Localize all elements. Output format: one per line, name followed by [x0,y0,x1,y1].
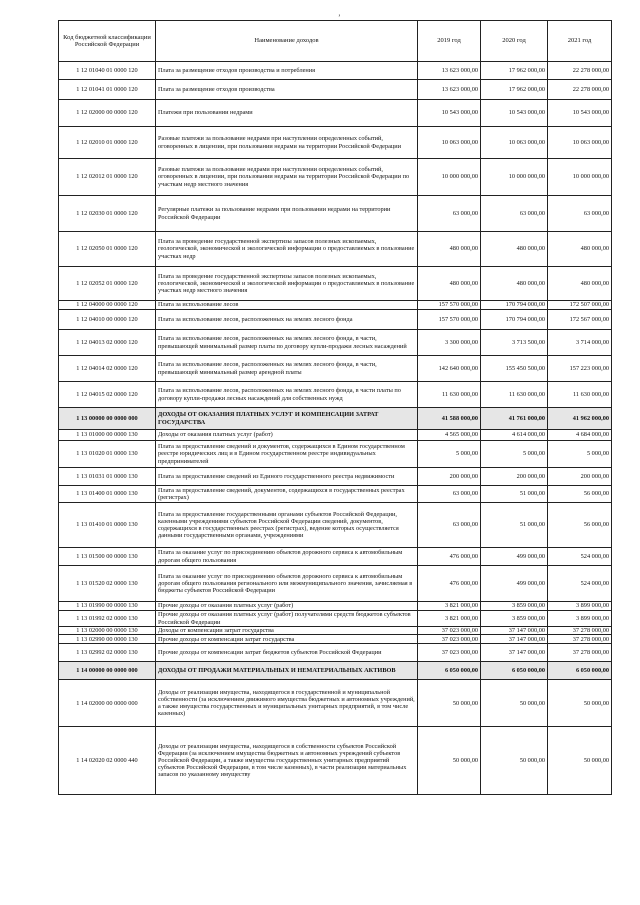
cell-2021: 50 000,00 [548,727,612,795]
cell-2020: 480 000,00 [481,267,548,301]
cell-code: 1 13 01400 01 0000 130 [59,486,156,503]
cell-2019: 476 000,00 [418,566,481,602]
table-row [59,301,612,310]
cell-2020: 4 614 000,00 [481,430,548,441]
header-name: Наименование доходов [156,21,418,62]
cell-2020: 41 761 000,00 [481,408,548,430]
table-row [59,232,612,267]
cell-name: ДОХОДЫ ОТ ОКАЗАНИЯ ПЛАТНЫХ УСЛУГ И КОМПЕНСАЦИИ ЗАТРАТ ГОСУДАРСТВА [156,408,418,430]
cell-2019: 200 000,00 [418,468,481,486]
cell-2021: 6 050 000,00 [548,662,612,680]
cell-2019: 476 000,00 [418,548,481,566]
cell-2020: 10 543 000,00 [481,100,548,127]
cell-2019: 3 300 000,00 [418,330,481,356]
cell-code: 1 12 02010 01 0000 120 [59,127,156,159]
cell-2019: 10 000 000,00 [418,159,481,196]
table-row [59,267,612,301]
cell-code: 1 13 01031 01 0000 130 [59,468,156,486]
cell-code: 1 12 04010 00 0000 120 [59,310,156,330]
cell-2019: 37 023 000,00 [418,635,481,644]
cell-2021: 37 278 000,00 [548,627,612,635]
table-row [59,602,612,611]
cell-code: 1 13 01990 00 0000 130 [59,602,156,611]
table-row [59,627,612,635]
cell-2020: 37 147 000,00 [481,644,548,662]
cell-2019: 41 588 000,00 [418,408,481,430]
cell-2020: 11 630 000,00 [481,382,548,408]
cell-2019: 63 000,00 [418,196,481,232]
cell-name: Прочие доходы от оказания платных услуг (работ) получателями средств бюджетов субъектов Российской Федерации [156,611,418,627]
revenue-table [58,20,612,795]
table-header-row [59,21,612,62]
header-2019: 2019 год [418,21,481,62]
cell-2020: 3 713 500,00 [481,330,548,356]
cell-2019: 157 570 000,00 [418,301,481,310]
cell-2019: 157 570 000,00 [418,310,481,330]
cell-2021: 200 000,00 [548,468,612,486]
cell-2019: 6 050 000,00 [418,662,481,680]
table-row [59,196,612,232]
cell-name: Плата за проведение государственной экспертизы запасов полезных ископаемых, геологической, экономической и экологической информации о предоставляемых в пользование участках недр местного значения [156,267,418,301]
table-row [59,100,612,127]
cell-2020: 17 962 000,00 [481,62,548,80]
cell-2020: 37 147 000,00 [481,627,548,635]
cell-name: Доходы от реализации имущества, находящегося в собственности субъектов Российской Федерации (за исключением имущества бюджетных и автономных учреждений субъектов Российской Федерации, а также имущества государственных унитарных предприятий субъектов Российской Федерации, в том числе казенных), в части реализации материальных запасов по указанному имуществу [156,727,418,795]
cell-2020: 51 000,00 [481,503,548,548]
cell-code: 1 13 02990 00 0000 130 [59,635,156,644]
cell-code: 1 12 02050 01 0000 120 [59,232,156,267]
cell-2021: 524 000,00 [548,566,612,602]
table-row [59,548,612,566]
cell-2021: 56 000,00 [548,486,612,503]
cell-2021: 172 567 000,00 [548,310,612,330]
cell-name: Плата за оказание услуг по присоединению объектов дорожного сервиса к автомобильным дорогам общего пользования регионального или межмуниципального значения, зачисляемая в бюджеты субъектов Российской Федерации [156,566,418,602]
cell-2019: 50 000,00 [418,727,481,795]
table-row [59,330,612,356]
cell-2020: 6 050 000,00 [481,662,548,680]
cell-name: Прочие доходы от компенсации затрат государства [156,635,418,644]
table-row [59,727,612,795]
cell-code: 1 13 01992 02 0000 130 [59,611,156,627]
cell-2020: 3 859 000,00 [481,602,548,611]
table-row [59,503,612,548]
cell-2020: 200 000,00 [481,468,548,486]
cell-2021: 480 000,00 [548,232,612,267]
cell-2021: 172 507 000,00 [548,301,612,310]
cell-2021: 37 278 000,00 [548,635,612,644]
cell-2020: 10 000 000,00 [481,159,548,196]
cell-2021: 10 000 000,00 [548,159,612,196]
cell-name: Плата за использование лесов, расположенных на землях лесного фонда, в части платы по договору купли-продажи лесных насаждений для собственных нужд [156,382,418,408]
cell-2020: 10 063 000,00 [481,127,548,159]
cell-2019: 11 630 000,00 [418,382,481,408]
table-row [59,441,612,468]
cell-2021: 3 714 000,00 [548,330,612,356]
table-row [59,80,612,100]
table-row [59,310,612,330]
cell-name: Доходы от реализации имущества, находящегося в государственной и муниципальной собственности (за исключением движимого имущества бюджетных и автономных учреждений, а также имущества государственных и муниципальных унитарных предприятий, в том числе казенных) [156,680,418,727]
cell-2019: 480 000,00 [418,267,481,301]
cell-code: 1 14 00000 00 0000 000 [59,662,156,680]
cell-name: Плата за размещение отходов производства и потребления [156,62,418,80]
cell-name: Прочие доходы от оказания платных услуг (работ) [156,602,418,611]
cell-name: Разовые платежи за пользование недрами при наступлении определенных событий, оговоренных в лицензии, при пользовании недрами на территории Российской Федерации [156,127,418,159]
cell-2021: 157 223 000,00 [548,356,612,382]
cell-2019: 142 640 000,00 [418,356,481,382]
cell-2019: 63 000,00 [418,503,481,548]
cell-2019: 13 623 000,00 [418,80,481,100]
table-row [59,644,612,662]
cell-2019: 37 023 000,00 [418,644,481,662]
cell-2020: 63 000,00 [481,196,548,232]
table-row [59,662,612,680]
cell-name: Плата за размещение отходов производства [156,80,418,100]
cell-code: 1 12 02030 01 0000 120 [59,196,156,232]
cell-code: 1 12 04014 02 0000 120 [59,356,156,382]
cell-2021: 3 899 000,00 [548,602,612,611]
cell-2019: 4 565 000,00 [418,430,481,441]
cell-2021: 5 000,00 [548,441,612,468]
cell-code: 1 12 02012 01 0000 120 [59,159,156,196]
header-2021: 2021 год [548,21,612,62]
cell-2020: 37 147 000,00 [481,635,548,644]
cell-2020: 5 000,00 [481,441,548,468]
cell-2019: 480 000,00 [418,232,481,267]
header-code: Код бюджетной классификации Российской Федерации [59,21,156,62]
cell-2020: 155 450 500,00 [481,356,548,382]
cell-code: 1 13 02000 00 0000 130 [59,627,156,635]
cell-code: 1 13 01020 01 0000 130 [59,441,156,468]
cell-code: 1 13 01520 02 0000 130 [59,566,156,602]
table-row [59,408,612,430]
cell-name: Доходы от компенсации затрат государства [156,627,418,635]
header-2020: 2020 год [481,21,548,62]
cell-2020: 50 000,00 [481,727,548,795]
cell-2020: 499 000,00 [481,548,548,566]
cell-code: 1 12 04013 02 0000 120 [59,330,156,356]
cell-name: Плата за предоставление государственными органами субъектов Российской Федерации, казенными учреждениями субъектов Российской Федерации сведений, документов, содержащихся в государственных реестрах (регистрах), ведение которых осуществляется данными государственными органами, учреждениями [156,503,418,548]
cell-2021: 10 543 000,00 [548,100,612,127]
cell-name: Регулярные платежи за пользование недрами при пользовании недрами на территории Российской Федерации [156,196,418,232]
cell-2019: 5 000,00 [418,441,481,468]
cell-2021: 50 000,00 [548,680,612,727]
table-row [59,430,612,441]
cell-name: Плата за предоставление сведений и документов, содержащихся в Едином государственном реестре юридических лиц и в Едином государственном реестре индивидуальных предпринимателей [156,441,418,468]
cell-2020: 170 794 000,00 [481,301,548,310]
cell-name: Плата за предоставление сведений из Единого государственного реестра недвижимости [156,468,418,486]
cell-code: 1 14 02020 02 0000 440 [59,727,156,795]
cell-code: 1 13 00000 00 0000 000 [59,408,156,430]
cell-name: Плата за использование лесов, расположенных на землях лесного фонда, в части, превышающей минимальный размер арендной платы [156,356,418,382]
cell-2021: 56 000,00 [548,503,612,548]
cell-code: 1 12 04015 02 0000 120 [59,382,156,408]
cell-code: 1 14 02000 00 0000 000 [59,680,156,727]
cell-code: 1 13 02992 02 0000 130 [59,644,156,662]
cell-name: Плата за использование лесов, расположенных на землях лесного фонда, в части, превышающей минимальный размер платы по договору купли-продажи лесных насаждений [156,330,418,356]
table-row [59,566,612,602]
cell-2020: 51 000,00 [481,486,548,503]
cell-2020: 50 000,00 [481,680,548,727]
table-row [59,680,612,727]
cell-2021: 41 962 000,00 [548,408,612,430]
cell-code: 1 12 04000 00 0000 120 [59,301,156,310]
cell-name: Разовые платежи за пользование недрами при наступлении определенных событий, оговоренных в лицензии, при пользовании недрами на территории Российской Федерации по участкам недр местного значения [156,159,418,196]
cell-2019: 63 000,00 [418,486,481,503]
cell-code: 1 13 01000 00 0000 130 [59,430,156,441]
cell-name: Плата за использование лесов [156,301,418,310]
cell-code: 1 12 01041 01 0000 120 [59,80,156,100]
table-row [59,356,612,382]
table-row [59,127,612,159]
cell-2021: 63 000,00 [548,196,612,232]
cell-2019: 13 623 000,00 [418,62,481,80]
cell-code: 1 12 02052 01 0000 120 [59,267,156,301]
cell-name: Плата за оказание услуг по присоединению объектов дорожного сервиса к автомобильным дорогам общего пользования [156,548,418,566]
cell-name: Платежи при пользовании недрами [156,100,418,127]
cell-name: Плата за использование лесов, расположенных на землях лесного фонда [156,310,418,330]
cell-name: Плата за предоставление сведений, документов, содержащихся в государственных реестрах (регистрах) [156,486,418,503]
cell-2020: 170 794 000,00 [481,310,548,330]
cell-name: Плата за проведение государственной экспертизы запасов полезных ископаемых, геологической, экономической и экологической информации о предоставляемых в пользование участках недр [156,232,418,267]
table-row [59,382,612,408]
cell-name: Прочие доходы от компенсации затрат бюджетов субъектов Российской Федерации [156,644,418,662]
page-mark: ʼ [338,13,341,22]
cell-2021: 4 684 000,00 [548,430,612,441]
table-row [59,486,612,503]
cell-2021: 37 278 000,00 [548,644,612,662]
cell-2019: 10 543 000,00 [418,100,481,127]
cell-2019: 3 821 000,00 [418,611,481,627]
cell-2021: 480 000,00 [548,267,612,301]
cell-2020: 499 000,00 [481,566,548,602]
cell-code: 1 13 01410 01 0000 130 [59,503,156,548]
cell-2019: 3 821 000,00 [418,602,481,611]
cell-2021: 10 063 000,00 [548,127,612,159]
cell-2020: 480 000,00 [481,232,548,267]
cell-code: 1 12 01040 01 0000 120 [59,62,156,80]
cell-name: ДОХОДЫ ОТ ПРОДАЖИ МАТЕРИАЛЬНЫХ И НЕМАТЕРИАЛЬНЫХ АКТИВОВ [156,662,418,680]
cell-2020: 17 962 000,00 [481,80,548,100]
cell-2019: 50 000,00 [418,680,481,727]
cell-2021: 22 278 000,00 [548,80,612,100]
cell-2021: 524 000,00 [548,548,612,566]
table-row [59,159,612,196]
cell-2021: 22 278 000,00 [548,62,612,80]
cell-name: Доходы от оказания платных услуг (работ) [156,430,418,441]
cell-2019: 37 023 000,00 [418,627,481,635]
cell-2019: 10 063 000,00 [418,127,481,159]
table-row [59,62,612,80]
cell-code: 1 12 02000 00 0000 120 [59,100,156,127]
cell-code: 1 13 01500 00 0000 130 [59,548,156,566]
table-row [59,635,612,644]
cell-2021: 3 899 000,00 [548,611,612,627]
cell-2021: 11 630 000,00 [548,382,612,408]
table-row [59,468,612,486]
cell-2020: 3 859 000,00 [481,611,548,627]
table-row [59,611,612,627]
